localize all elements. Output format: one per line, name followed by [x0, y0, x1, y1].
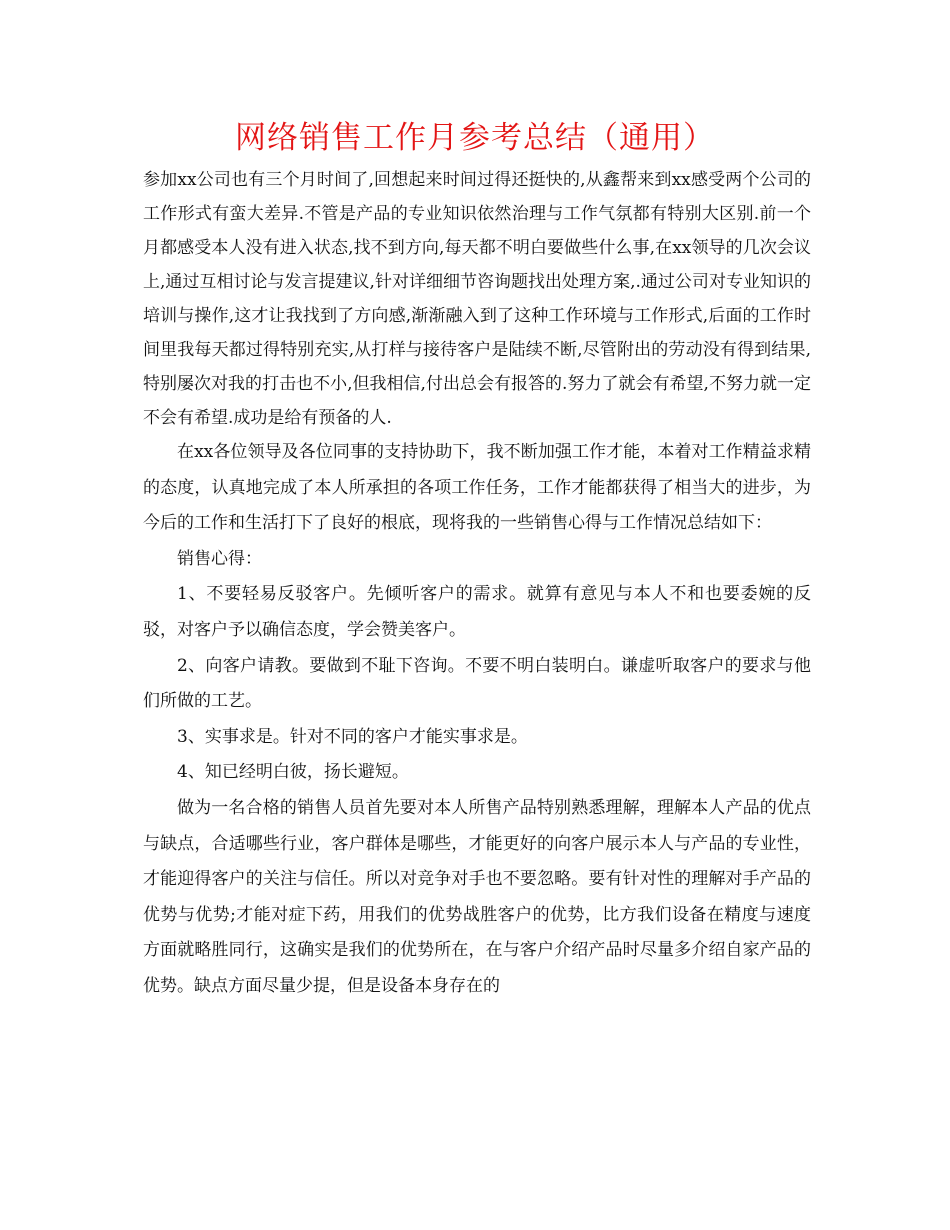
paragraph-support: 在xx各位领导及各位同事的支持协助下，我不断加强工作才能，本着对工作精益求精的态度，认真地完成了本人所承担的各项工作任务，工作才能都获得了相当大的进步，为今后的工作和生活打下了良好的根底，现将我的一些销售心得与工作情况总结如下： [143, 442, 811, 534]
document-title: 网络销售工作月参考总结（通用） [235, 120, 715, 156]
paragraph-product-knowledge: 做为一名合格的销售人员首先要对本人所售产品特别熟悉理解，理解本人产品的优点与缺点，合适哪些行业，客户群体是哪些，才能更好的向客户展示本人与产品的专业性，才能迎得客户的关注与信任。所以对竞争对手也不要忽略。要有针对性的理解对手产品的优势与优势;才能对症下药，用我们的优势战胜客户的优势，比方我们设备在精度与速度方面就略胜同行，这确实是我们的优势所在，在与客户介绍产品时尽量多介绍自家产品的优势。缺点方面尽量少提，但是设备本身存在的 [143, 797, 811, 996]
paragraph-intro: 参加xx公司也有三个月时间了,回想起来时间过得还挺快的,从鑫帮来到xx感受两个公司的工作形式有蛮大差异.不管是产品的专业知识依然治理与工作气氛都有特别大区别.前一个月都感受本人没有进入状态,找不到方向,每天都不明白要做些什么事,在xx领导的几次会议上,通过互相讨论与发言提建议,针对详细细节咨询题找出处理方案,.通过公司对专业知识的培训与操作,这才让我找到了方向感,渐渐融入到了这种工作环境与工作形式,后面的工作时间里我每天都过得特别充实,从打样与接待客户是陆续不断,尽管附出的劳动没有得到结果,特别屡次对我的打击也不小,但我相信,付出总会有报答的.努力了就会有希望,不努力就一定不会有希望.成功是给有预备的人. [143, 170, 811, 428]
document-body [143, 163, 811, 1005]
paragraph-tip-2: 2、向客户请教。要做到不耻下咨询。不要不明白装明白。谦虚听取客户的要求与他们所做的工艺。 [143, 655, 811, 712]
paragraph-tip-1: 1、不要轻易反驳客户。先倾听客户的需求。就算有意见与本人不和也要委婉的反驳，对客户予以确信态度，学会赞美客户。 [143, 584, 811, 640]
paragraph-tip-3: 3、实事求是。针对不同的客户才能实事求是。 [177, 726, 528, 747]
paragraph-heading-sales-tips: 销售心得： [177, 548, 262, 569]
paragraph-tip-4: 4、知已经明白彼，扬长避短。 [177, 762, 409, 783]
